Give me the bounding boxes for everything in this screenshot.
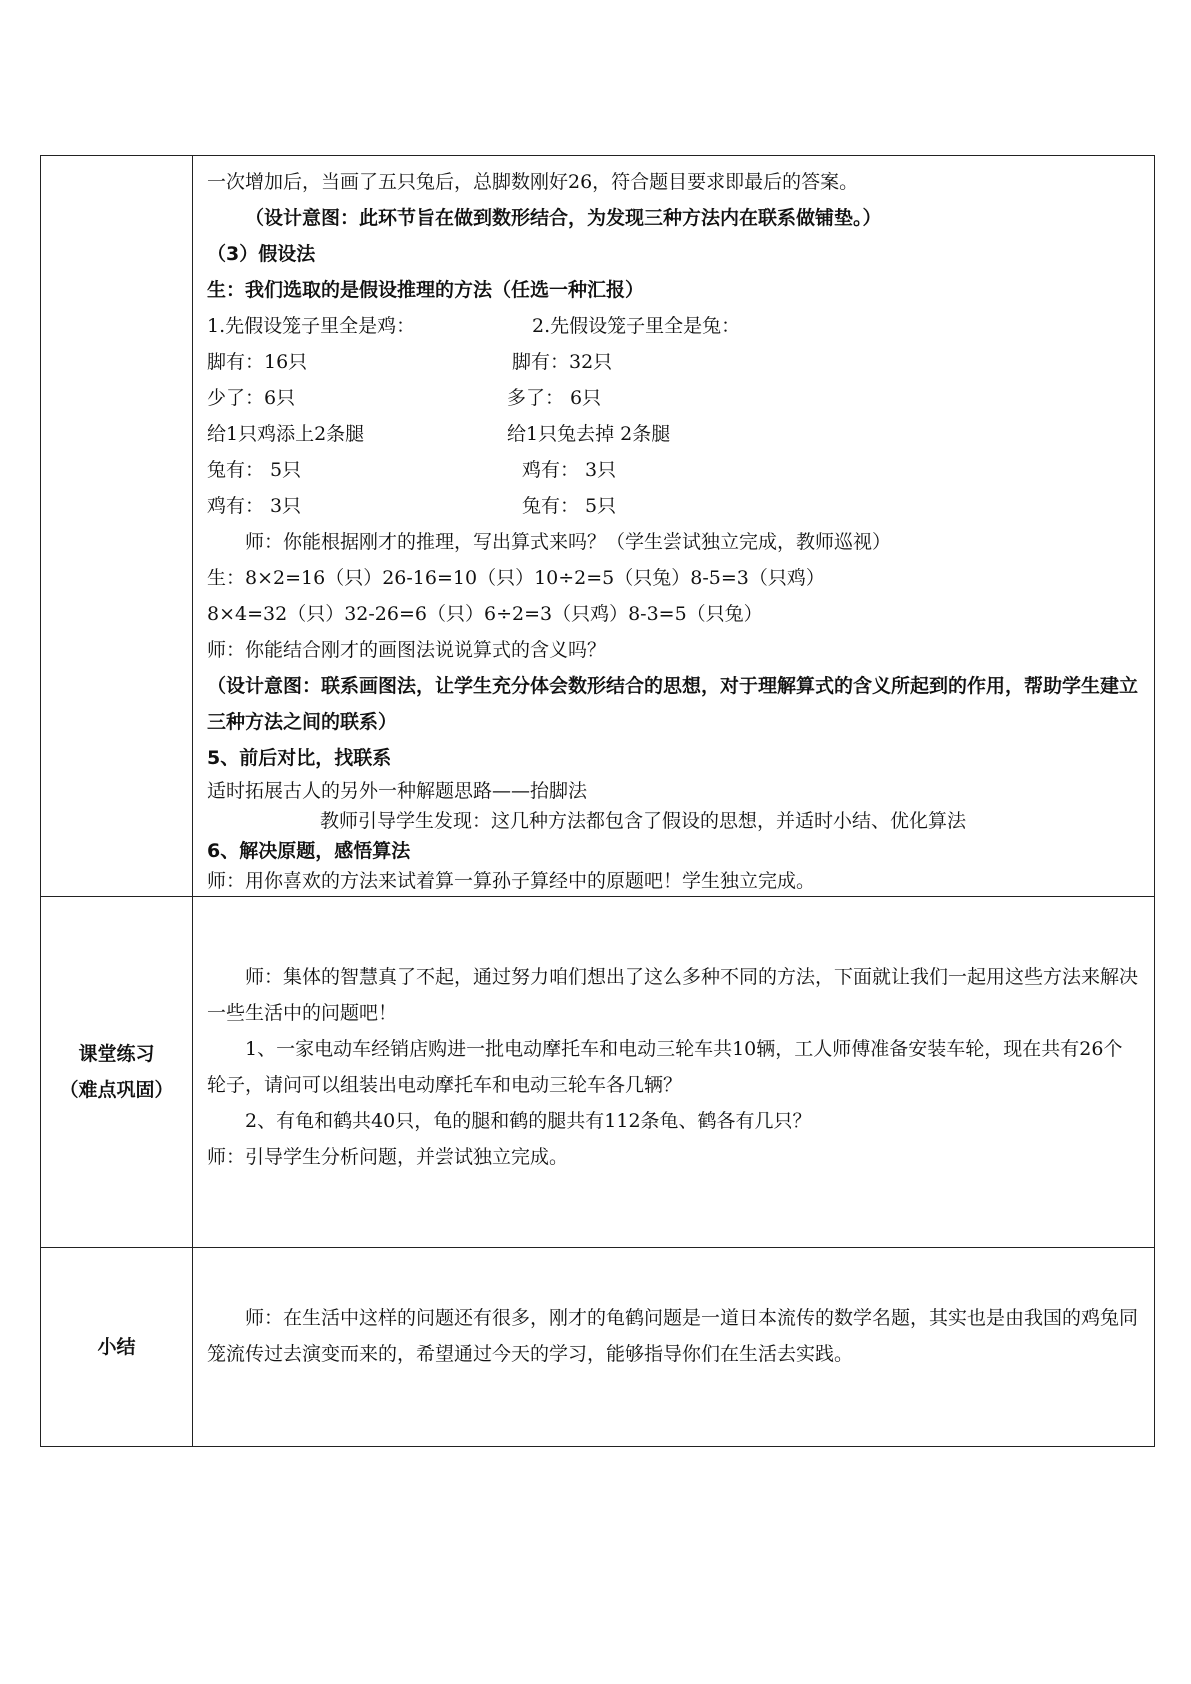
- step5-line-1: 适时拓展古人的另外一种解题思路——抬脚法: [207, 780, 588, 802]
- table-row-practice: [41, 897, 1155, 1248]
- assume-left: 脚有：16只: [207, 351, 308, 373]
- practice-question-1: 1、一家电动车经销店购进一批电动摩托车和电动三轮车共10辆，工人师傅准备安装车轮，现在共有26个轮子，请问可以组装出电动摩托车和电动三轮车各几辆？: [207, 1038, 1123, 1096]
- assume-row: [207, 416, 1144, 452]
- summary-label: 小结: [97, 1336, 136, 1358]
- assume-right: 脚有：32只: [512, 351, 613, 373]
- practice-sublabel: （难点巩固）: [59, 1079, 174, 1101]
- summary-text: 师：在生活中这样的问题还有很多，刚才的龟鹤问题是一道日本流传的数学名题，其实也是由我国的鸡兔同笼流传过去演变而来的，希望通过今天的学习，能够指导你们在生活去实践。: [207, 1307, 1139, 1365]
- step6-title: 6、解决原题，感悟算法: [207, 840, 411, 862]
- method-title-assume: （3）假设法: [207, 243, 316, 265]
- assume-left: 1.先假设笼子里全是鸡：: [207, 315, 416, 337]
- content-cell-process: [193, 156, 1155, 897]
- design-intent-2: （设计意图：联系画图法，让学生充分体会数形结合的思想，对于理解算式的含义所起到的作用，帮助学生建立三种方法之间的联系）: [207, 675, 1139, 733]
- assume-right: 多了： 6只: [507, 387, 602, 409]
- step6-line-1: 师：用你喜欢的方法来试着算一算孙子算经中的原题吧！学生独立完成。: [207, 870, 816, 892]
- calculation-line-1: 生：8×2=16（只）26-16=10（只）10÷2=5（只兔）8-5=3（只鸡）: [207, 567, 825, 589]
- teacher-question-1: 师：你能根据刚才的推理，写出算式来吗？（学生尝试独立完成，教师巡视）: [245, 531, 892, 553]
- table-row-process: [41, 156, 1155, 897]
- label-cell-practice: [41, 897, 193, 1248]
- practice-label: 课堂练习: [78, 1043, 155, 1065]
- assume-left: 少了：6只: [207, 387, 296, 409]
- assume-right: 鸡有： 3只: [522, 459, 617, 481]
- assume-right: 兔有： 5只: [522, 495, 617, 517]
- lesson-plan-table: [40, 155, 1155, 1447]
- label-cell-summary: [41, 1248, 193, 1447]
- content-cell-summary: [193, 1248, 1155, 1447]
- student-answer-intro: 生：我们选取的是假设推理的方法（任选一种汇报）: [207, 279, 645, 301]
- assume-left: 给1只鸡添上2条腿: [207, 423, 365, 445]
- assume-row: [207, 380, 1144, 416]
- assume-row: [207, 308, 1144, 344]
- process-line-1: 一次增加后，当画了五只兔后，总脚数刚好26，符合题目要求即最后的答案。: [207, 171, 859, 193]
- assume-right: 2.先假设笼子里全是兔：: [532, 315, 741, 337]
- table-row-summary: [41, 1248, 1155, 1447]
- practice-intro: 师：集体的智慧真了不起，通过努力咱们想出了这么多种不同的方法，下面就让我们一起用这些方法来解决一些生活中的问题吧！: [207, 966, 1139, 1024]
- label-cell-empty: [41, 156, 193, 897]
- practice-question-2: 2、有龟和鹤共40只，龟的腿和鹤的腿共有112条龟、鹤各有几只？: [245, 1110, 812, 1132]
- assume-row: [207, 452, 1144, 488]
- content-cell-practice: [193, 897, 1155, 1248]
- teacher-question-2: 师：你能结合刚才的画图法说说算式的含义吗？: [207, 639, 607, 661]
- assume-left: 鸡有： 3只: [207, 495, 302, 517]
- assume-right: 给1只兔去掉 2条腿: [507, 423, 671, 445]
- calculation-line-2: 8×4=32（只）32-26=6（只）6÷2=3（只鸡）8-3=5（只兔）: [207, 603, 763, 625]
- design-intent-1: （设计意图：此环节旨在做到数形结合，为发现三种方法内在联系做铺垫。）: [245, 207, 882, 229]
- step5-line-2: 教师引导学生发现：这几种方法都包含了假设的思想，并适时小结、优化算法: [320, 810, 967, 832]
- assume-left: 兔有： 5只: [207, 459, 302, 481]
- assume-row: [207, 488, 1144, 524]
- practice-teacher-note: 师：引导学生分析问题，并尝试独立完成。: [207, 1146, 569, 1168]
- assume-row: [207, 344, 1144, 380]
- step5-title: 5、前后对比，找联系: [207, 747, 392, 769]
